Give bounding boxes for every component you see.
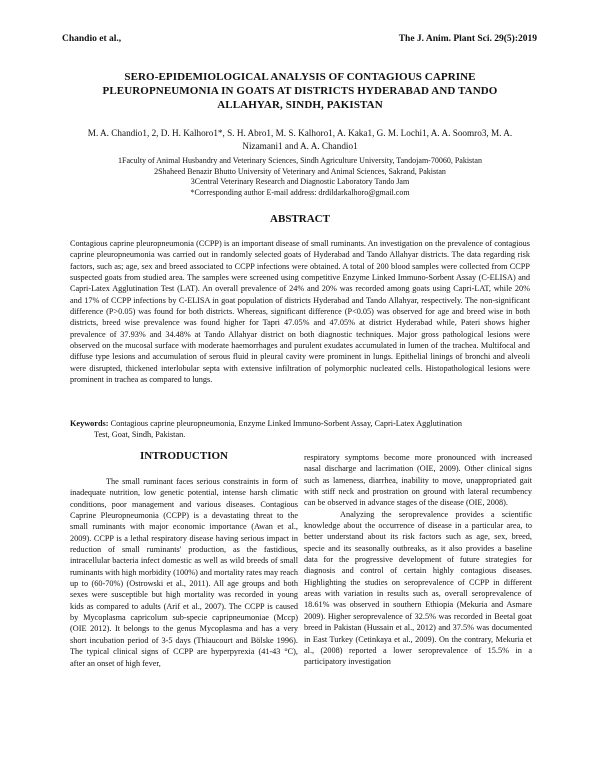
affiliation-1: 1Faculty of Animal Husbandry and Veterinary Sciences, Sindh Agriculture University, Tandojam-70060, Pakistan: [118, 156, 482, 165]
intro-paragraph-1: The small ruminant faces serious constraints in form of inadequate nutrition, low genetic potential, intense harsh climatic conditions, poor management and various diseases. Contagious Caprine Pleuropneumonia (CCPP) is a devastating threat to the small ruminants with major economic importance (Awan et al., 2009). CCPP is a lethal respiratory disease having serious impact in reduction of small ruminants' production, as the fastidious, intracellular bacteria infect domestic as well as wild breeds of small ruminants with high morbidity (100%) and mortality rates may reach up to (60-70%) (Ostrowski et al., 2011). All age groups and both sexes were susceptible but high mortality was recorded in young kids as compared to adults (Arif et al., 2007). The CCPP is caused by Mycoplasma capricolum sub-specie capripneumoniae (Mccp) (OIE 2012). It belongs to the genus Mycoplasma and has a very short incubation period of 3-5 days (Thiaucourt and Bölske 1996). The typical clinical signs of CCPP are hyperpyrexia (41-43 °C), after an onset of high fever,: [70, 477, 298, 668]
keywords-line-1: Contagious caprine pleuropneumonia, Enzyme Linked Immuno-Sorbent Assay, Capri-Latex Agglutination: [110, 419, 462, 428]
introduction-left-column: [70, 476, 298, 669]
abstract-heading: ABSTRACT: [270, 213, 330, 225]
corresponding-author: *Corresponding author E-mail address: drdildarkalhoro@gmail.com: [190, 187, 410, 197]
intro-paragraph-2: respiratory symptoms become more pronounced with increased nasal discharge and lacrimation (OIE, 2009). Other clinical signs such as lameness, diarrhea, inability to move, unappropriated gait with stiff neck and prostration on ground with lateral recumbency can be observed in advance stages of the disease (OIE, 2008).: [304, 453, 532, 508]
running-header-journal: The J. Anim. Plant Sci. 29(5):2019: [398, 34, 537, 44]
keywords-label: Keywords:: [70, 419, 109, 428]
introduction-heading: INTRODUCTION: [139, 450, 228, 462]
article-title: SERO-EPIDEMIOLOGICAL ANALYSIS OF CONTAGIOUS CAPRINE PLEUROPNEUMONIA IN GOATS AT DISTRICTS HYDERABAD AND TANDO ALLAHYAR, SINDH, PAKISTAN: [102, 71, 498, 111]
affiliations: [72, 156, 528, 198]
author-list: M. A. Chandio1, 2, D. H. Kalhoro1*, S. H. Abro1, M. S. Kalhoro1, A. Kaka1, G. M. Lochi1, A. A. Soomro3, M. A. Nizamani1 and A. A. Chandio1: [87, 128, 513, 151]
intro-paragraph-3: Analyzing the seroprevalence provides a scientific knowledge about the occurrence of disease in a particular area, to better understand about its risk factors such as age, sex, breed, specie and its seasonally outbreaks, as it also provides a baseline data for the progressive development of future strategies for diagnosis and control of certain highly contagious diseases. Highlighting the studies on seroprevalence of CCPP in different areas with variation in results such as, overall seroprevalence of 18.61% was observed in southern Ethiopia (Mekuria and Asmare 2009). Higher seroprevalence of 32.5% was recorded in Beetal goat breed in Pakistan (Hussain et al., 2012) and 37.5% was documented in East Turkey (Cetinkaya et al., 2009). On the contrary, Mekuria et al., (2008) reported a lower seroprevalence of 15.5% in a participatory investigation: [304, 509, 532, 667]
keywords-line-2: Test, Goat, Sindh, Pakistan.: [94, 430, 186, 439]
keywords: [70, 418, 530, 440]
affiliation-3: 3Central Veterinary Research and Diagnostic Laboratory Tando Jam: [190, 177, 410, 187]
introduction-right-column: [304, 452, 532, 668]
affiliation-2: 2Shaheed Benazir Bhutto University of Veterinary and Animal Sciences, Sakrand, Pakistan: [154, 166, 446, 176]
abstract-text: Contagious caprine pleuropneumonia (CCPP) is an important disease of small ruminants. An investigation on the prevalence of contagious caprine pleuropneumonia was carried out in randomly selected goats of Hyderabad and Tando Allahyar districts. The data regarding risk factors, such as; age, sex and breed associated to CCPP infections were obtained. A total of 200 blood samples were collected from CCPP suspected goats from studied area. The samples were screened using competitive Enzyme Linked Immuno-Sorbent Assay (C-ELISA) and Capri-Latex Agglutination Test (LAT). An overall prevalence of 24% and 20% was recorded among goats using Capri-LAT, while 20% and 17% of CCPP infections by C-ELISA in goat population of districts Hyderabad and Tando Allahyar, respectively. The non-significant difference (P>0.05) was found for both districts. Whereas, significant difference (P<0.05) was observed for age and breed wise in both districts, breed wise prevalence was found higher for Tapri 47.05% and 47.05% at district Hyderabad while, Pateri shows higher prevalence of 37.93% and 34.48% at Tando Allahyar district on both diagnostic techniques. Major gross pathological lesions were observed on the mucosal surface with moderate haemorrhages and purulent exudates accumulated in lumen of the trachea. Multifocal and diffuse type lesions and accumulation of serous fluid in pleural cavity were prominent in lungs. Epithelial linings of bronchi and alveoli were disrupted, thickened interlobular septa with extensive infiltration of polymorphic nucleated cells. Histopathological lesions were prominent in trachea as compared to lungs.: [70, 239, 530, 385]
running-header-authors: Chandio et al.,: [62, 34, 122, 44]
